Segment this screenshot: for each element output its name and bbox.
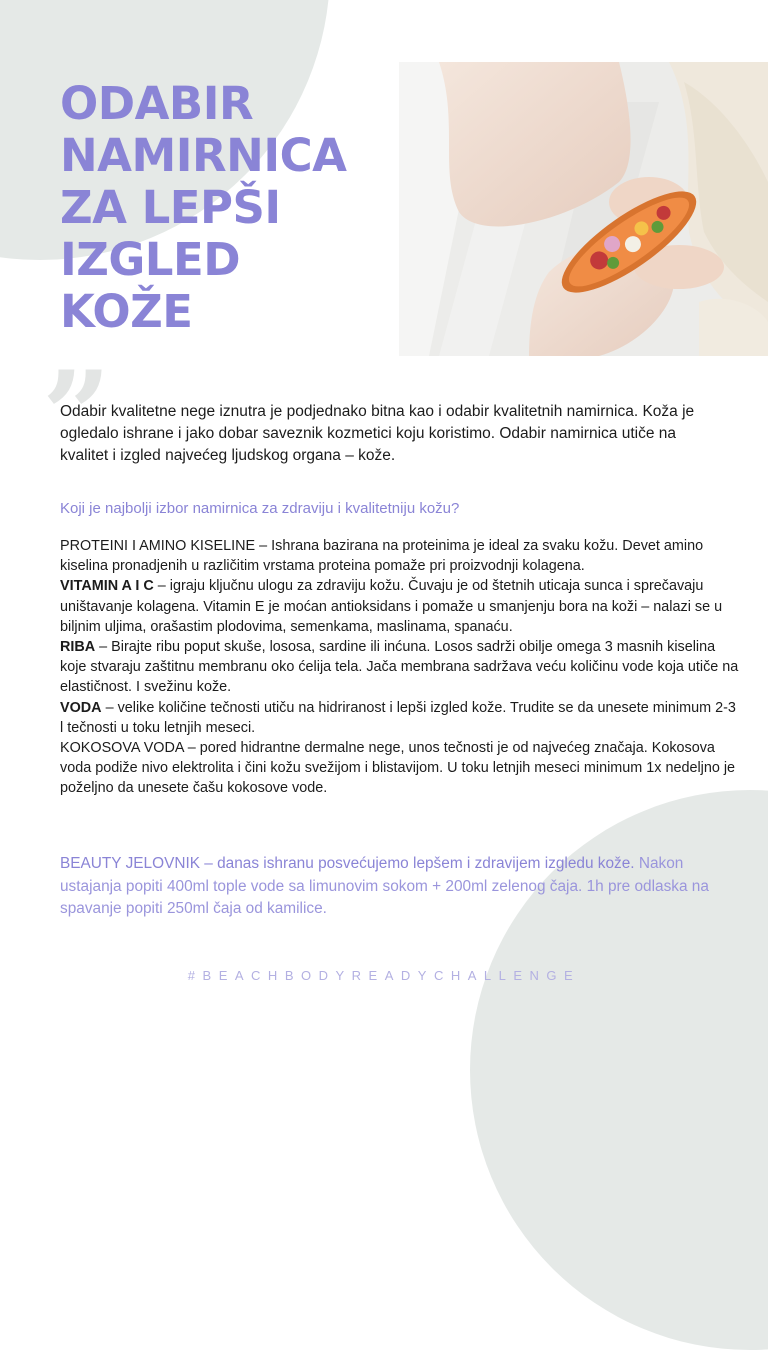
title-line: NAMIRNICA [60, 129, 347, 182]
beauty-menu [60, 853, 740, 921]
section-question: Koji je najbolji izbor namirnica za zdraviju i kvalitetniju kožu? [60, 500, 460, 517]
title-line: IZGLED [60, 233, 241, 286]
title-line: ODABIR [60, 77, 254, 130]
food-item-riba [60, 637, 740, 698]
food-item-vitamini [60, 576, 740, 637]
food-item-text: – Birajte ribu poput skuše, lososa, sardine ili inćuna. Losos sadrži obilje omega 3 masnih kiselina koje stvaraju zaštitnu membranu oko ćelija tela. Jača membrana sadržava veću količinu vode koja utiče na elastičnost. I svežinu kože. [60, 639, 739, 696]
food-item-text: – pored hidrantne dermalne nege, unos tečnosti je od najvećeg značaja. Kokosova voda podiže nivo elektrolita i čini kožu svežijom i blistavijom. U toku letnjih meseci minimum 1x nedeljno je poželjno da unesete čašu kokosove vode. [60, 740, 736, 797]
intro-paragraph: Odabir kvalitetne nege iznutra je podjednako bitna kao i odabir kvalitetnih namirnica. Koža je ogledalo ishrane i jako dobar saveznik kozmetici koju koristimo. Odabir namirnica utiče na kvalitet i izgled najvećeg ljudskog organa – kože. [60, 403, 695, 464]
food-item-text: – igraju ključnu ulogu za zdraviju kožu. Čuvaju je od štetnih uticaja sunca i sprečavaju uništavanje kolagena. Vitamin E je moćan antioksidans i pomaže u smanjenju bora na koži – nalazi se u biljnim uljima, orašastim plodovima, semenkama, maslinama, spanaću. [60, 578, 723, 635]
food-item-voda [60, 698, 740, 738]
food-item-kokosova-voda [60, 738, 740, 799]
beauty-menu-heading: BEAUTY JELOVNIK – danas ishranu posvećujemo lepšem i zdravijem izgledu kože. [60, 855, 635, 872]
beauty-menu-text: Nakon ustajanja popiti 400ml tople vode sa limunovim sokom + 200ml zelenog čaja. 1h pre odlaska na spavanje popiti 250ml čaja od kamilice. [60, 855, 709, 917]
woman-holding-papaya-photo [399, 62, 768, 356]
page-title [60, 78, 400, 338]
food-item-text: – velike količine tečnosti utiču na hidriranost i lepši izgled kože. Trudite se da unesete minimum 2-3 l tečnosti u toku letnjih meseci. [60, 699, 736, 736]
food-item-term: KOKOSOVA VODA [60, 740, 184, 757]
food-list [60, 536, 740, 799]
photo-illustration [399, 62, 768, 356]
title-line: KOŽE [60, 285, 193, 338]
title-line: ZA LEPŠI [60, 181, 281, 234]
food-item-term: VITAMIN A I C [60, 578, 154, 595]
food-item-term: VODA [60, 699, 102, 716]
hashtag-footer: #BEACHBODYREADYCHALLENGE [187, 968, 581, 983]
food-item-term: RIBA [60, 639, 96, 656]
food-item-proteini [60, 536, 740, 576]
food-item-term: PROTEINI I AMINO KISELINE [60, 538, 256, 554]
food-item-text: – Ishrana bazirana na proteinima je ideal za svaku kožu. Devet amino kiselina pronadjenih u različitim vrstama proteina pomaže pri proizvodnji kolagena. [60, 538, 704, 575]
quote-mark-icon: ” [42, 345, 112, 486]
